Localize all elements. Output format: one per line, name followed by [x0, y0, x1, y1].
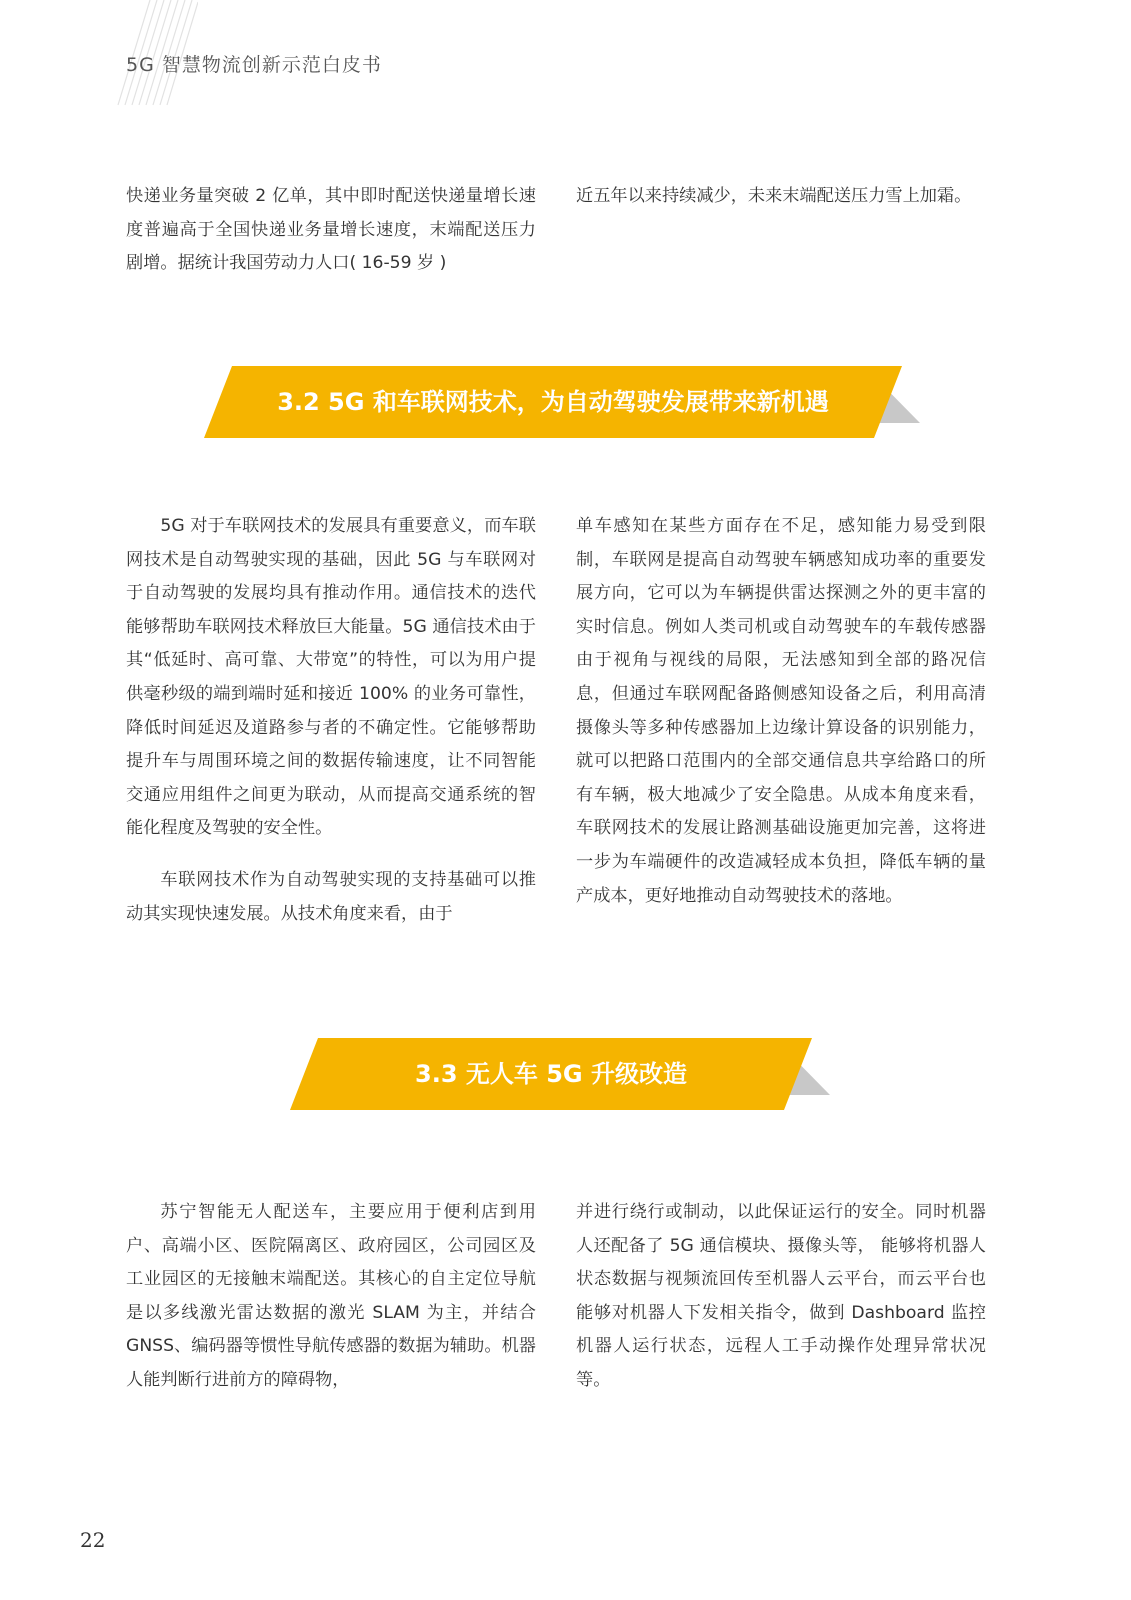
paragraph: 快递业务量突破 2 亿单，其中即时配送快递量增长速度普遍高于全国快递业务量增长速度，末端配送压力剧增。据统计我国劳动力人口( 16-59 岁 ): [126, 186, 536, 274]
paragraph: 单车感知在某些方面存在不足，感知能力易受到限制，车联网是提高自动驾驶车辆感知成功率的重要发展方向，它可以为车辆提供雷达探测之外的更丰富的实时信息。例如人类司机或自动驾驶车的车载传感器由于视角与视线的局限，无法感知到全部的路况信息，但通过车联网配备路侧感知设备之后，利用高清摄像头等多种传感器加上边缘计算设备的识别能力，就可以把路口范围内的全部交通信息共享给路口的所有车辆，极大地减少了安全隐患。从成本角度来看，车联网技术的发展让路测基础设施更加完善，这将进一步为车端硬件的改造减轻成本负担，降低车辆的量产成本，更好地推动自动驾驶技术的落地。: [576, 516, 986, 906]
section-3-2-banner: [204, 366, 920, 438]
paragraph: 车联网技术作为自动驾驶实现的支持基础可以推动其实现快速发展。从技术角度来看，由于: [126, 869, 536, 924]
paragraph: 近五年以来持续减少，未来末端配送压力雪上加霜。: [576, 186, 972, 206]
top-left-column: [126, 180, 536, 281]
section-3-2-right-column: [576, 510, 986, 913]
paragraph: 并进行绕行或制动，以此保证运行的安全。同时机器人还配备了 5G 通信模块、摄像头等， 能够将机器人状态数据与视频流回传至机器人云平台，而云平台也能够对机器人下发相关指令，做到 Dashboard 监控机器人运行状态，远程人工手动操作处理异常状况等。: [576, 1202, 986, 1390]
section-3-2-left-column: [126, 510, 536, 931]
page-number: 22: [80, 1528, 106, 1552]
section-3-3-left-column: [126, 1196, 536, 1398]
section-3-2-title: 3.2 5G 和车联网技术，为自动驾驶发展带来新机遇: [277, 388, 829, 416]
paragraph: 5G 对于车联网技术的发展具有重要意义，而车联网技术是自动驾驶实现的基础，因此 5G 与车联网对于自动驾驶的发展均具有推动作用。通信技术的迭代能够帮助车联网技术释放巨大能量。5G 通信技术由于其“低延时、高可靠、大带宽”的特性，可以为用户提供毫秒级的端到端时延和接近 100% 的业务可靠性，降低时间延迟及道路参与者的不确定性。它能够帮助提升车与周围环境之间的数据传输速度，让不同智能交通应用组件之间更为联动，从而提高交通系统的智能化程度及驾驶的安全性。: [126, 516, 536, 839]
top-right-column: [576, 180, 986, 214]
running-header-title: 5G 智慧物流创新示范白皮书: [126, 54, 382, 76]
section-3-3-title: 3.3 无人车 5G 升级改造: [415, 1060, 687, 1088]
section-3-3-right-column: [576, 1196, 986, 1398]
section-3-3-banner: [290, 1038, 830, 1110]
paragraph: 苏宁智能无人配送车，主要应用于便利店到用户、高端小区、医院隔离区、政府园区，公司园区及工业园区的无接触末端配送。其核心的自主定位导航是以多线激光雷达数据的激光 SLAM 为主，并结合 GNSS、编码器等惯性导航传感器的数据为辅助。机器人能判断行进前方的障碍物，: [126, 1202, 536, 1390]
